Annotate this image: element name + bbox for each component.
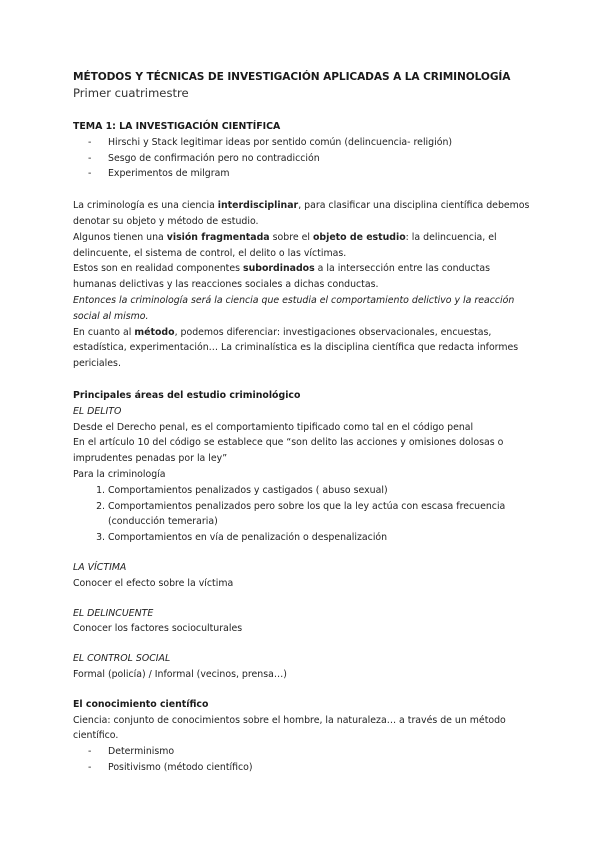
list-item: - Sesgo de confirmación pero no contradicción	[88, 151, 533, 167]
list-item: 1. Comportamientos penalizados y castigados ( abuso sexual)	[108, 483, 533, 499]
list-item: 2. Comportamientos penalizados pero sobre los que la ley actúa con escasa frecuencia (conducción temeraria)	[108, 499, 533, 531]
delito-line-3: Para la criminología	[73, 468, 166, 480]
term-vision-fragmentada: visión fragmentada	[166, 231, 270, 243]
area-victima-label: LA VÍCTIMA	[73, 561, 127, 573]
term-metodo: método	[134, 326, 175, 338]
intro-paragraph-1: La criminología es una ciencia interdisciplinar, para clasificar una disciplina científica debemos denotar su objeto y método de estudio.	[73, 200, 530, 227]
intro-paragraph-5: En cuanto al método, podemos diferenciar: investigaciones observacionales, encuestas, estadística, experimentación… La criminalística es la disciplina científica que redacta informes periciales.	[73, 326, 519, 370]
list-item: - Positivismo (método científico)	[88, 760, 533, 776]
list-item: 3. Comportamientos en vía de penalización o despenalización	[108, 530, 533, 546]
document-title: MÉTODOS Y TÉCNICAS DE INVESTIGACIÓN APLICADAS A LA CRIMINOLOGÍA	[73, 71, 511, 83]
victima-text: Conocer el efecto sobre la víctima	[73, 577, 234, 589]
area-control-social-label: EL CONTROL SOCIAL	[73, 653, 171, 665]
document-page	[73, 70, 533, 776]
list-item: - Determinismo	[88, 744, 533, 760]
intro-paragraph-3: Estos son en realidad componentes subordinados a la intersección entre las conductas humanas delictivas y las reacciones sociales a dichas conductas.	[73, 263, 490, 291]
tema1-heading: TEMA 1: LA INVESTIGACIÓN CIENTÍFICA	[73, 121, 281, 132]
conocimiento-bullet-list	[73, 744, 533, 776]
delito-numbered-list	[73, 483, 533, 546]
areas-heading: Principales áreas del estudio criminológico	[73, 389, 301, 401]
conocimiento-heading: El conocimiento científico	[73, 698, 209, 710]
conocimiento-text: Ciencia: conjunto de conocimientos sobre el hombre, la naturaleza… a través de un método científico.	[73, 714, 506, 742]
term-objeto-estudio: objeto de estudio	[312, 231, 406, 243]
control-social-text: Formal (policía) / Informal (vecinos, prensa…)	[73, 668, 287, 680]
delito-line-1: Desde el Derecho penal, es el comportamiento tipificado como tal en el código penal	[73, 421, 474, 433]
intro-paragraph-2: Algunos tienen una visión fragmentada sobre el objeto de estudio: la delincuencia, el delincuente, el sistema de control, el delito o las víctimas.	[73, 231, 497, 259]
delincuente-text: Conocer los factores socioculturales	[73, 623, 243, 635]
intro-paragraph-4: Entonces la criminología será la ciencia que estudia el comportamiento delictivo y la reacción social al mismo.	[73, 294, 515, 322]
area-delito-label: EL DELITO	[73, 405, 122, 417]
document-subtitle: Primer cuatrimestre	[73, 86, 189, 100]
list-item: - Experimentos de milgram	[88, 166, 533, 182]
list-item: - Hirschi y Stack legitimar ideas por sentido común (delincuencia- religión)	[88, 135, 533, 151]
term-interdisciplinar: interdisciplinar	[217, 200, 299, 212]
area-delincuente-label: EL DELINCUENTE	[73, 607, 154, 619]
delito-line-2: En el artículo 10 del código se establece que “son delito las acciones y omisiones dolosas o imprudentes penadas por la ley”	[73, 437, 504, 465]
tema1-bullet-list	[73, 135, 533, 182]
term-subordinados: subordinados	[242, 263, 315, 275]
